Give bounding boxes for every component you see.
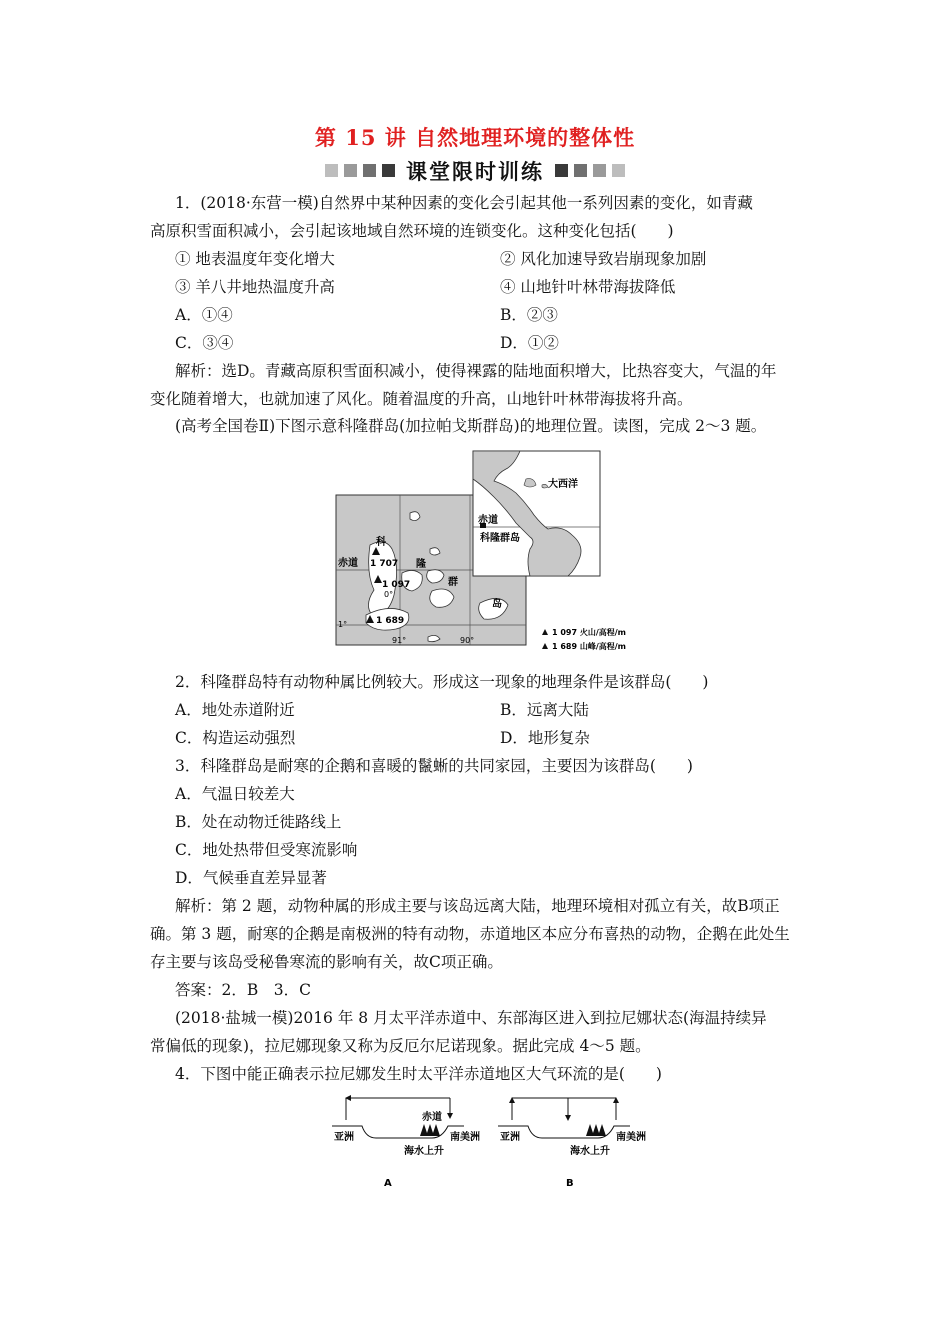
banner-square [344, 164, 357, 177]
q45-intro-line1: (2018·盐城一模)2016 年 8 月太平洋赤道中、东部海区进入到拉尼娜状态(海温持续异 [175, 1009, 767, 1027]
circulation-diagram-b [498, 1090, 658, 1190]
label-lon90: 90° [460, 636, 475, 645]
banner-text: 课堂限时训练 [406, 159, 544, 184]
q23-intro: (高考全国卷Ⅱ)下图示意科隆群岛(加拉帕戈斯群岛)的地理位置。读图，完成 2～3 题。 [175, 417, 767, 435]
q2-choice-b: B．远离大陆 [500, 701, 589, 719]
label-1689: 1 689 [376, 616, 405, 626]
banner-square [612, 164, 625, 177]
q3-choice-d: D．气候垂直差异显著 [175, 869, 327, 887]
galapagos-map [330, 445, 630, 655]
label-lat0: 0° [384, 590, 394, 599]
q1-option-2: ② 风化加速导致岩崩现象加剧 [500, 250, 707, 268]
label-asia: 亚洲 [500, 1132, 520, 1143]
label-islands: 科隆群岛 [480, 533, 520, 544]
circulation-diagram-a [332, 1090, 490, 1190]
q1-option-1: ① 地表温度年变化增大 [175, 250, 335, 268]
banner-square [325, 164, 338, 177]
q2-stem: 2．科隆群岛特有动物种属比例较大。形成这一现象的地理条件是该群岛( ) [175, 673, 709, 691]
q1-choice-d: D．①② [500, 334, 559, 352]
label-asia: 亚洲 [334, 1132, 354, 1143]
banner-square [593, 164, 606, 177]
q1-option-3: ③ 羊八井地热温度升高 [175, 278, 335, 296]
banner-square [555, 164, 568, 177]
diagram-label-b: B [566, 1178, 574, 1189]
label-south-america: 南美洲 [616, 1132, 646, 1143]
q4-stem: 4．下图中能正确表示拉尼娜发生时太平洋赤道地区大气环流的是( ) [175, 1065, 662, 1083]
q23-answer: 答案：2．B 3．C [175, 981, 311, 999]
legend-peak-symbol [542, 643, 548, 649]
section-banner [0, 156, 950, 186]
banner-square [363, 164, 376, 177]
lesson-title: 第 15 讲 自然地理环境的整体性 [314, 125, 636, 150]
q2-choice-a: A．地处赤道附近 [175, 701, 295, 719]
label-long: 隆 [416, 559, 426, 570]
label-equator: 赤道 [478, 515, 498, 526]
label-lon91: 91° [392, 636, 407, 645]
q3-choice-b: B．处在动物迁徙路线上 [175, 813, 342, 831]
label-upwelling: 海水上升 [404, 1146, 444, 1157]
q1-choice-c: C．③④ [175, 334, 234, 352]
q2-choice-c: C．构造运动强烈 [175, 729, 296, 747]
q1-choice-b: B．②③ [500, 306, 558, 324]
q23-analysis-line2: 确。第 3 题，耐寒的企鹅是南极洲的特有动物，赤道地区本应分布喜热的动物，企鹅在此处生 [150, 925, 790, 943]
diagram-label-a: A [384, 1178, 392, 1189]
banner-square [574, 164, 587, 177]
banner-square [382, 164, 395, 177]
label-ke: 科 [376, 537, 386, 548]
label-1097: 1 097 [382, 580, 411, 590]
label-lat1: 1° [338, 620, 348, 629]
label-upwelling: 海水上升 [570, 1146, 610, 1157]
label-1707: 1 707 [370, 559, 399, 569]
label-atlantic: 大西洋 [548, 479, 578, 490]
q2-choice-d: D．地形复杂 [500, 729, 590, 747]
q1-choice-a: A．①④ [175, 306, 233, 324]
label-equator-small: 赤道 [338, 558, 358, 569]
q3-choice-a: A．气温日较差大 [175, 785, 295, 803]
q1-option-4: ④ 山地针叶林带海拔降低 [500, 278, 676, 296]
q1-analysis-line2: 变化随着增大，也就加速了风化。随着温度的升高，山地针叶林带海拔将升高。 [150, 390, 693, 408]
q23-analysis-line3: 存主要与该岛受秘鲁寒流的影响有关，故C项正确。 [150, 953, 503, 971]
q3-stem: 3．科隆群岛是耐寒的企鹅和喜暖的鬣蜥的共同家园，主要因为该群岛( ) [175, 757, 693, 775]
label-dao: 岛 [492, 599, 502, 610]
q1-analysis-line1: 解析：选D。青藏高原积雪面积减小，使得裸露的陆地面积增大，比热容变大，气温的年 [175, 362, 777, 380]
label-south-america: 南美洲 [450, 1132, 480, 1143]
legend-peak: 1 689 山峰/高程/m [552, 642, 627, 651]
q3-choice-c: C．地处热带但受寒流影响 [175, 841, 358, 859]
legend-volcano: 1 097 火山/高程/m [552, 628, 627, 637]
label-qun: 群 [448, 577, 458, 588]
q45-intro-line2: 常偏低的现象)，拉尼娜现象又称为反厄尔尼诺现象。据此完成 4～5 题。 [150, 1037, 651, 1055]
q1-stem-line1: 1．(2018·东营一模)自然界中某种因素的变化会引起其他一系列因素的变化，如青藏 [175, 194, 753, 212]
legend-volcano-symbol [542, 629, 548, 635]
q23-analysis-line1: 解析：第 2 题，动物种属的形成主要与该岛远离大陆，地理环境相对孤立有关，故B项正 [175, 897, 780, 915]
q1-stem-line2: 高原积雪面积减小，会引起该地域自然环境的连锁变化。这种变化包括( ) [150, 222, 674, 240]
label-equator: 赤道 [422, 1112, 442, 1123]
pinta-island [410, 512, 420, 521]
